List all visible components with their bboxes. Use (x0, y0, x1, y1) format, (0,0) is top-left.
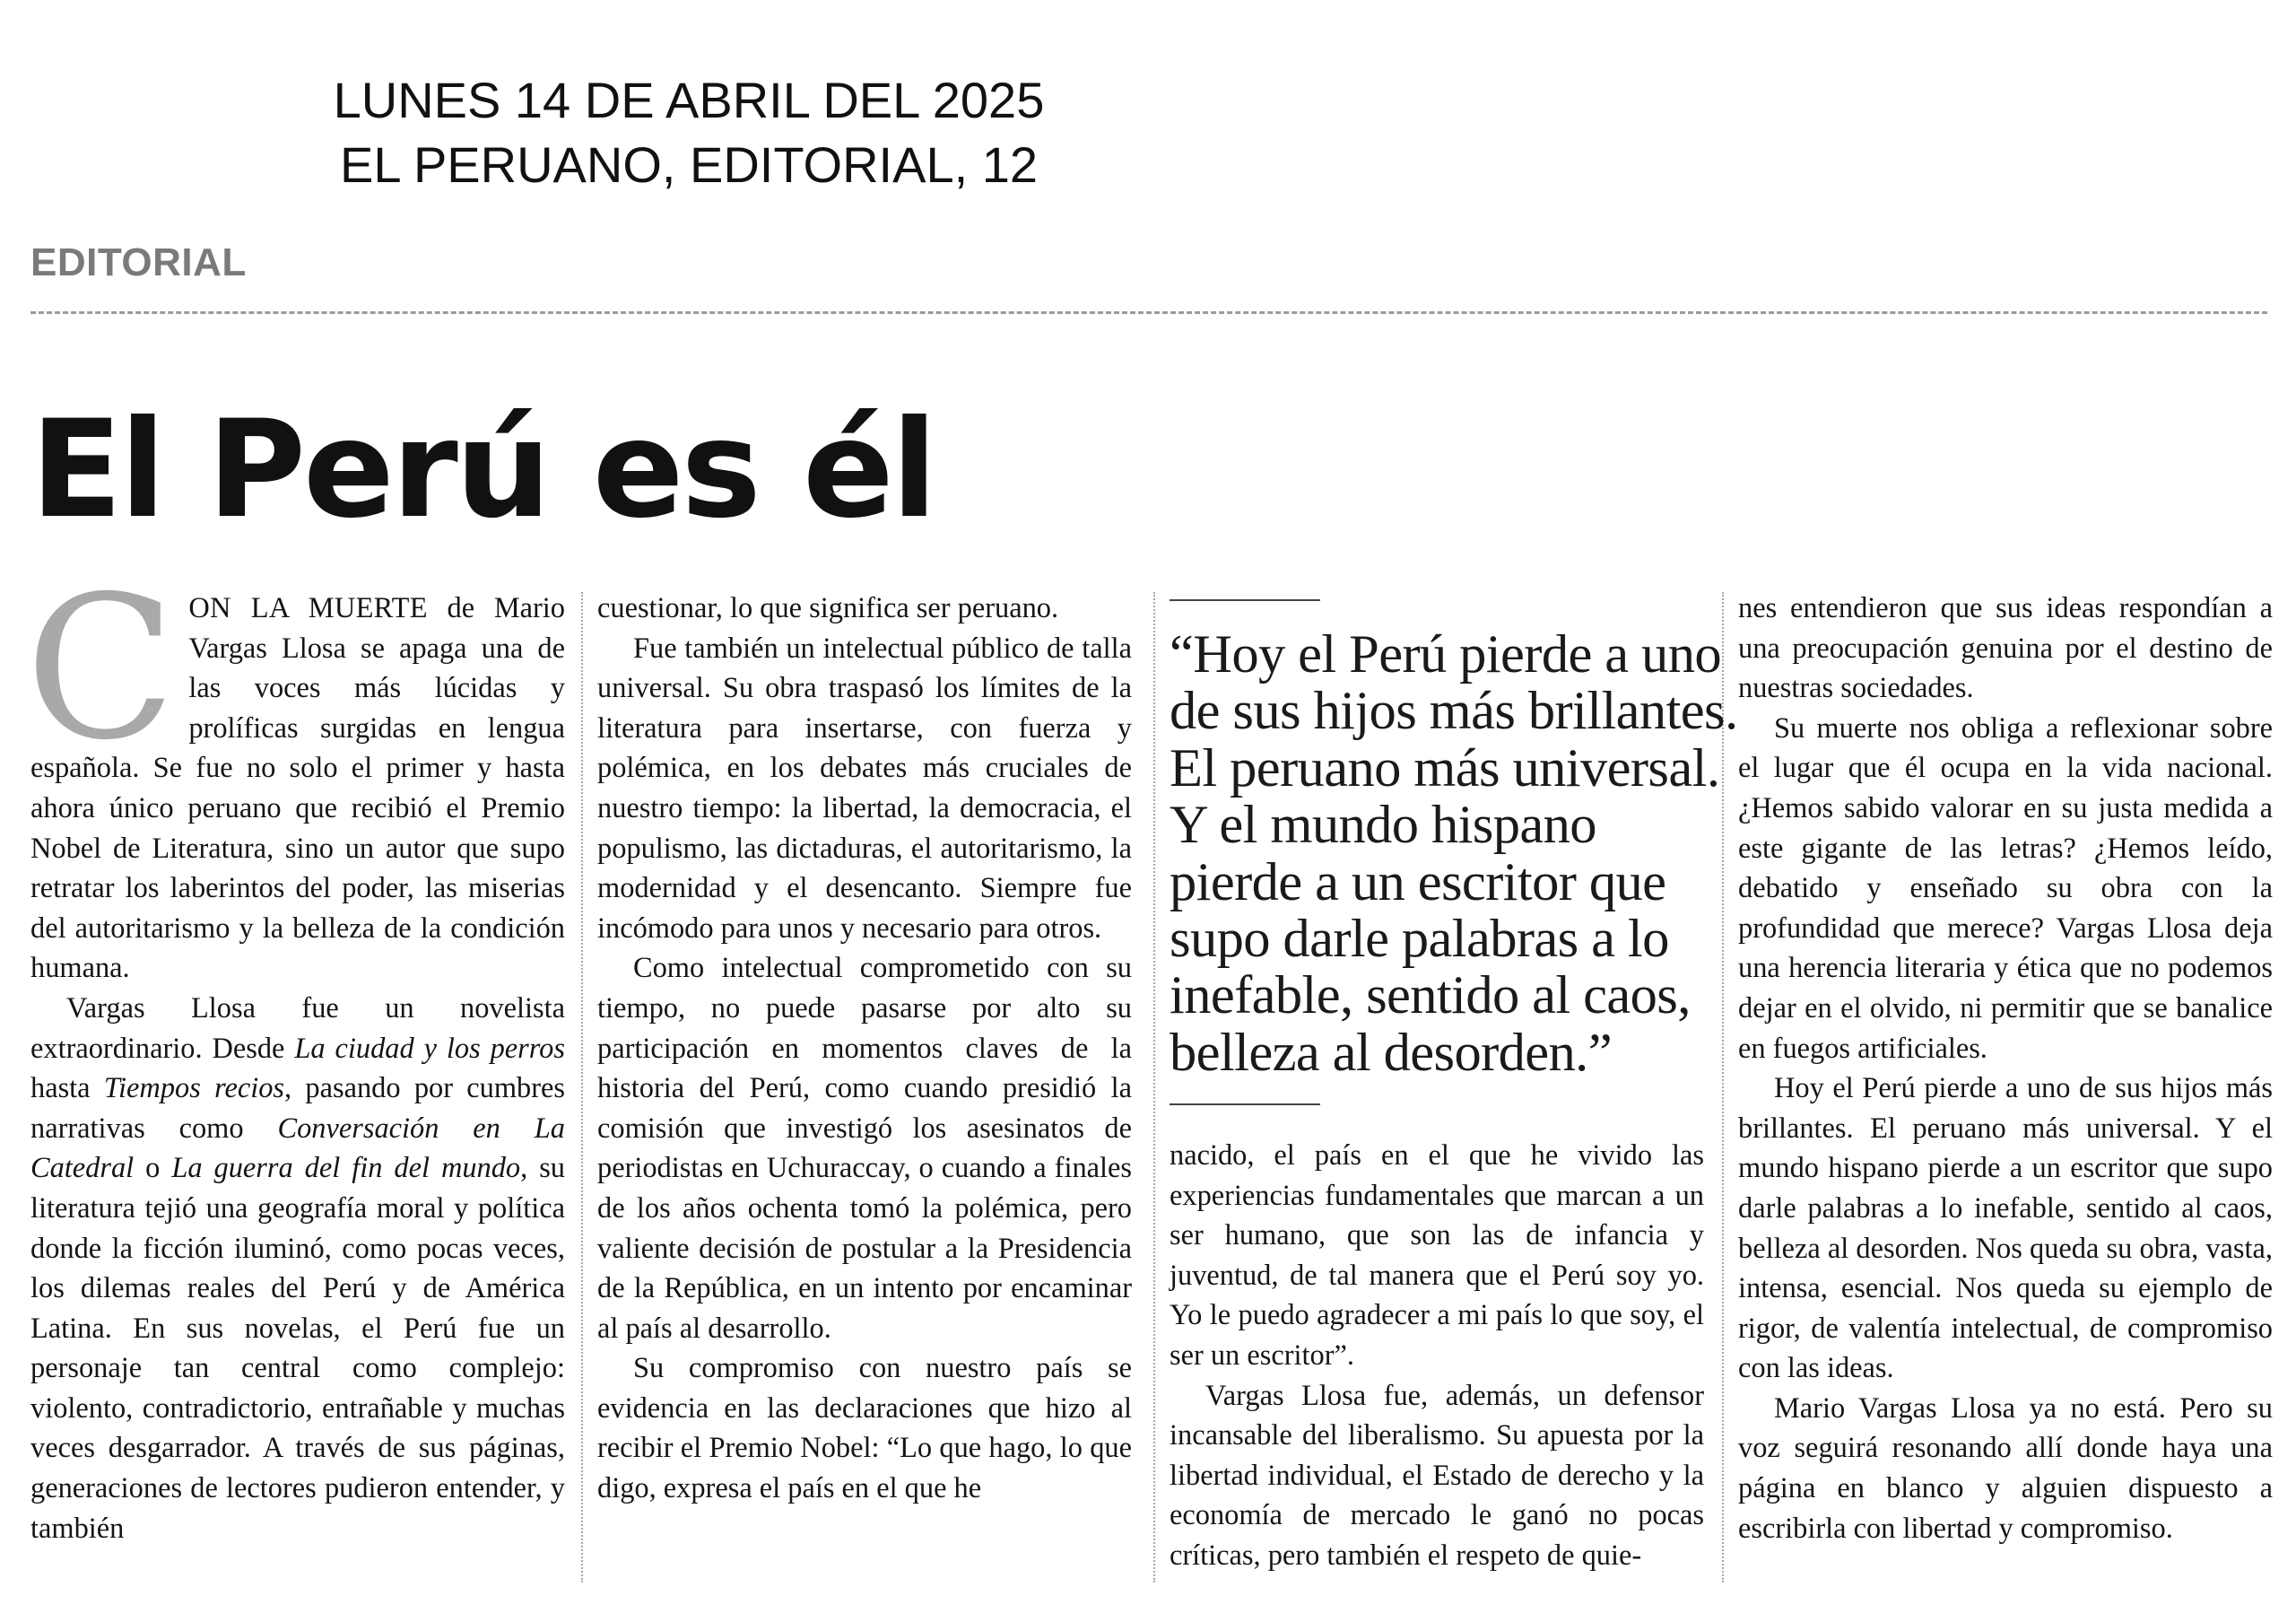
pull-quote-line: pierde a un escritor que (1170, 851, 1666, 912)
article-column-2 (597, 589, 1132, 1509)
paragraph: Su compromiso con nuestro país se evidencia en las declaraciones que hizo al recibir el Premio Nobel: “Lo que hago, lo que digo, expresa el país en el que he (597, 1352, 1132, 1505)
paragraph: cuestionar, lo que significa ser peruano. (597, 592, 1059, 624)
section-label: EDITORIAL (30, 240, 247, 284)
paragraph (25, 554, 565, 989)
paragraph (30, 989, 565, 1548)
paragraph-text: Vargas Llosa fue un novelista extraordinario. Desde (30, 991, 565, 1065)
paragraph: Hoy el Perú pierde a uno de sus hijos más brillantes. El peruano más universal. Y el mundo hispano pierde a un escritor que supo darle palabras a lo inefable, sentido al caos, belleza al desorden. Nos queda su obra, vasta, intensa, esencial. Nos queda su ejemplo de rigor, de valentía intelectual, de compromiso con las ideas. (1738, 1072, 2273, 1385)
paragraph: Fue también un intelectual público de talla universal. Su obra traspasó los límites de la literatura para insertarse, con fuerza y polémica, en los debates más cruciales de nuestro tiempo: la libertad, la democracia, el populismo, las dictaduras, el autoritarismo, la modernidad y el desencanto. Siempre fue incómodo para unos y necesario para otros. (597, 632, 1132, 945)
pull-quote (1170, 624, 1738, 1083)
pull-quote-line: de sus hijos más brillantes. (1170, 681, 1738, 742)
paragraph: Como intelectual comprometido con su tiempo, no puede pasarse por alto su participación en momentos claves de la historia del Perú, como cuando presidió la comisión que investigó los asesinatos de periodistas en Uchuraccay, o cuando a finales de los años ochenta tomó la polémica, pero valiente decisión de postular a la Presidencia de la República, en un intento por encaminar al país al desarrollo. (597, 952, 1132, 1345)
paragraph: Vargas Llosa fue, además, un defensor incansable del liberalismo. Su apuesta por la libertad individual, el Estado de derecho y la economía de mercado le ganó no pocas críticas, pero también el respeto de quie- (1170, 1379, 1704, 1572)
pull-quote-line: belleza al desorden.” (1170, 1022, 1612, 1083)
book-title: Conversación en La Catedral (30, 1112, 565, 1185)
pullquote-rule-top (1170, 599, 1320, 601)
paragraph: nes entendieron que sus ideas respondían a una preocupación genuina por el destino de nuestras sociedades. (1738, 592, 2273, 705)
pull-quote-line: inefable, sentido al caos, (1170, 965, 1691, 1026)
paragraph: Mario Vargas Llosa ya no está. Pero su voz seguirá resonando allí donde haya una página en blanco y alguien dispuesto a escribirla con libertad y compromiso. (1738, 1391, 2273, 1545)
article-column-3 (1170, 1136, 1704, 1576)
paragraph: Su muerte nos obliga a reflexionar sobre el lugar que él ocupa en la vida nacional. ¿Hemos sabido valorar en su justa medida a este gigante de las letras? ¿Hemos leído, debatido y enseñado su obra con la profundidad que merece? Vargas Llosa deja una herencia literaria y ética que no podemos dejar en el olvido, ni permitir que se banalice en fuegos artificiales. (1738, 711, 2273, 1065)
pullquote-rule-bottom (1170, 1103, 1320, 1105)
pull-quote-line: Y el mundo hispano (1170, 795, 1596, 856)
column-divider-2 (1153, 592, 1155, 1582)
book-title: La ciudad y los perros (294, 1032, 565, 1065)
paragraph: nacido, el país en el que he vivido las experiencias fundamentales que marcan a un ser humano, que son las de infancia y juventud, de tal manera que el Perú soy yo. Yo le puedo agradecer a mi país lo que soy, el ser un escritor”. (1170, 1139, 1704, 1372)
paragraph-text: de Mario Vargas Llosa se apaga una de las voces más lúcidas y prolíficas surgidas en lengua española. Se fue no solo el primer y hasta ahora único peruano que recibió el Premio Nobel de Literatura, sino un autor que supo retratar los laberintos del poder, las miserias del autoritarismo y la belleza de la condición humana. (30, 592, 565, 985)
pull-quote-line: “Hoy el Perú pierde a uno (1170, 624, 1721, 684)
paragraph-text: o (134, 1152, 172, 1185)
date-line: LUNES 14 DE ABRIL DEL 2025 (333, 72, 1045, 128)
section-divider (30, 311, 2267, 314)
drop-cap: C (25, 554, 177, 783)
source-line: EL PERUANO, EDITORIAL, 12 (339, 136, 1039, 193)
headline: El Perú es él (30, 392, 935, 548)
paragraph-text: , su literatura tejió una geografía moral y política donde la ficción iluminó, como pocas veces, los dilemas reales del Perú y de América Latina. En sus novelas, el Perú fue un personaje tan central como complejo: violento, contradictorio, entrañable y muchas veces desgarrador. A través de sus páginas, generaciones de lectores pudieron entender, y también (30, 1152, 566, 1545)
paragraph-text: hasta (30, 1072, 104, 1105)
pull-quote-line: supo darle palabras a lo (1170, 909, 1669, 970)
pull-quote-line: El peruano más universal. (1170, 737, 1720, 798)
paragraph-text: , pasando por cumbres narrativas como (30, 1072, 565, 1145)
article-column-4 (1738, 589, 2273, 1548)
article-column-1 (25, 554, 566, 1548)
column-divider-1 (581, 592, 583, 1582)
book-title: La guerra del fin del mundo (171, 1152, 521, 1185)
book-title: Tiempos recios (103, 1072, 285, 1105)
lead-in: ON LA MUERTE (188, 592, 428, 624)
